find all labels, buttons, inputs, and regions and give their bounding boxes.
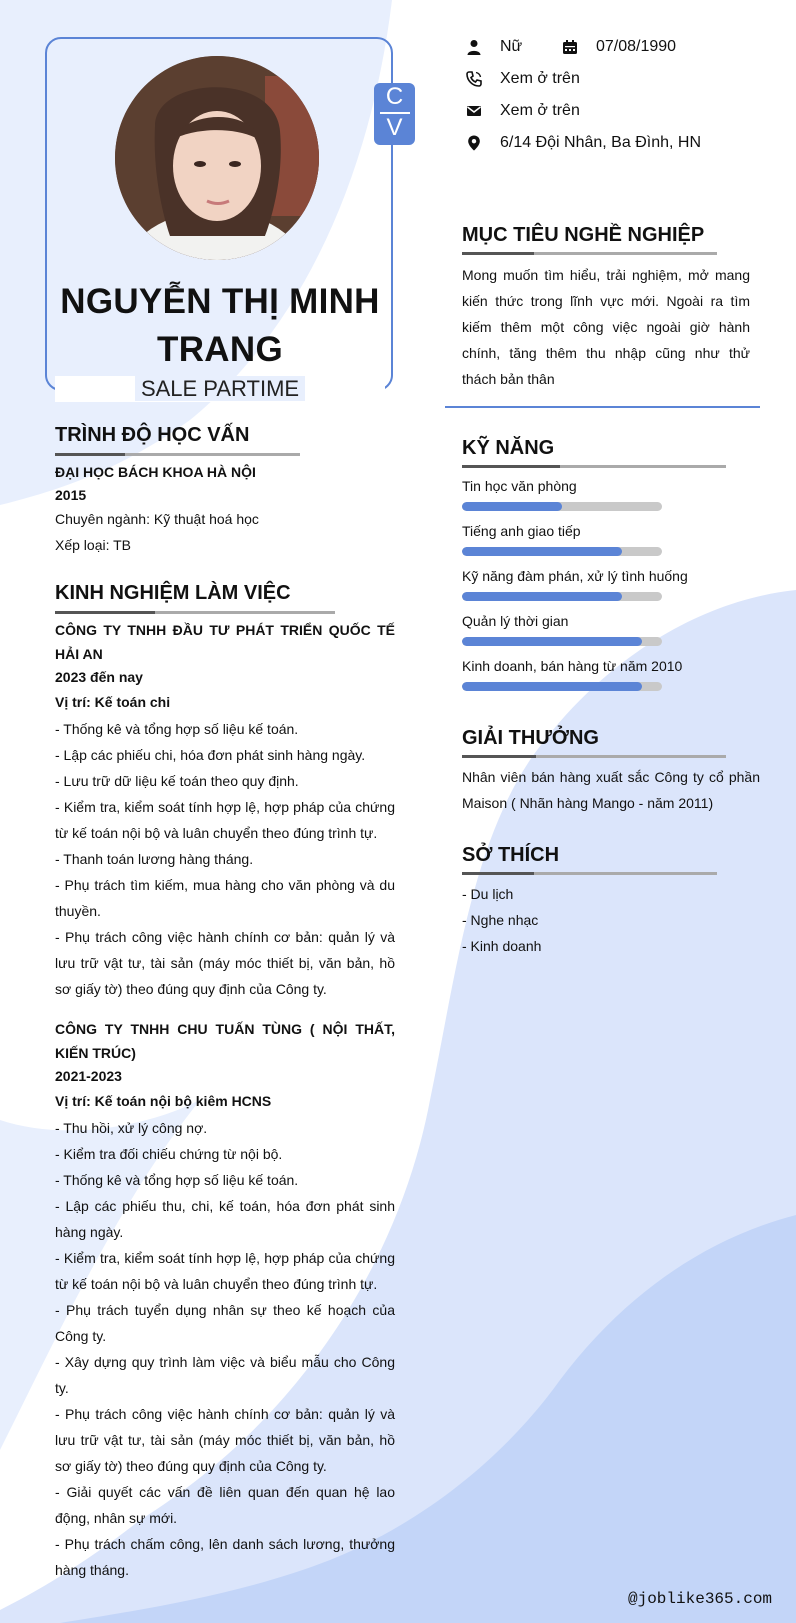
job-task: - Giải quyết các vấn đề liên quan đến quan hệ lao động, nhân sự mới.	[55, 1484, 395, 1526]
contact-birthday	[562, 38, 676, 56]
address-value: 6/14 Đội Nhân, Ba Đình, HN	[500, 134, 701, 151]
job-task: - Lập các phiếu chi, hóa đơn phát sinh hàng ngày.	[55, 747, 366, 763]
contact-phone	[466, 70, 580, 88]
awards-title: GIẢI THƯỞNG	[462, 727, 599, 749]
job-period: 2023 đến nay	[55, 669, 143, 685]
skill-bar	[462, 682, 662, 691]
education-block	[55, 460, 395, 558]
section-divider	[445, 406, 760, 408]
avatar	[115, 56, 319, 260]
candidate-role	[55, 376, 385, 402]
skill-bar-fill	[462, 502, 562, 511]
skills-underline	[462, 465, 726, 468]
skill-bar	[462, 637, 662, 646]
skill-bar-fill	[462, 547, 622, 556]
skill-bar-fill	[462, 637, 642, 646]
job-company: CÔNG TY TNHH ĐẦU TƯ PHÁT TRIỂN QUỐC TẾ HẢI AN	[55, 622, 395, 662]
hobbies-title: SỞ THÍCH	[462, 844, 560, 866]
location-pin-icon	[466, 135, 482, 151]
job-task: - Kiểm tra, kiểm soát tính hợp lệ, hợp pháp của chứng từ kế toán nội bộ và luân chuyển theo đúng trình tự.	[55, 1250, 395, 1292]
candidate-name: NGUYỄN THỊ MINH TRANG	[60, 282, 380, 369]
job-position: Vị trí: Kế toán nội bộ kiêm HCNS	[55, 1093, 272, 1109]
footer-watermark: @joblike365.com	[628, 1590, 773, 1608]
skill-label: Kỹ năng đàm phán, xử lý tình huống	[462, 568, 688, 584]
education-underline	[55, 453, 300, 456]
cv-letter-top: C	[385, 83, 404, 110]
job-task: - Phụ trách chấm công, lên danh sách lương, thưởng hàng tháng.	[55, 1536, 395, 1578]
education-year: 2015	[55, 487, 87, 503]
job-task: - Thống kê và tổng hợp số liệu kế toán.	[55, 721, 299, 737]
awards-text: Nhân viên bán hàng xuất sắc Công ty cổ phần Maison ( Nhãn hàng Mango - năm 2011)	[462, 769, 760, 811]
education-title: TRÌNH ĐỘ HỌC VẤN	[55, 424, 250, 446]
skills-title: KỸ NĂNG	[462, 437, 555, 459]
job-task: - Lưu trữ dữ liệu kế toán theo quy định.	[55, 773, 299, 789]
person-icon	[466, 39, 482, 55]
job-task: - Kiểm tra, kiểm soát tính hợp lệ, hợp pháp của chứng từ kế toán nội bộ và luân chuyển theo đúng trình tự.	[55, 799, 395, 841]
contact-address	[466, 134, 701, 152]
objective-title: MỤC TIÊU NGHỀ NGHIỆP	[462, 224, 705, 246]
education-rank: Xếp loại: TB	[55, 537, 132, 553]
email-value: Xem ở trên	[500, 102, 580, 119]
job-entry	[55, 1017, 395, 1583]
gender-value: Nữ	[500, 38, 523, 55]
contact-gender	[466, 38, 522, 56]
role-label: SALE PARTIME	[135, 376, 305, 401]
calendar-icon	[562, 39, 578, 55]
objective-underline	[462, 252, 717, 255]
objective-text: Mong muốn tìm hiểu, trải nghiệm, mở mang kiến thức trong lĩnh vực mới. Ngoài ra tìm kiếm thêm một công việc ngoài giờ hành chính, tăng thêm thu nhập cũng như thử thách bản thân	[462, 267, 750, 387]
education-school: ĐẠI HỌC BÁCH KHOA HÀ NỘI	[55, 464, 256, 480]
skill-label: Tiếng anh giao tiếp	[462, 523, 581, 539]
mail-icon	[466, 103, 482, 119]
job-task: - Phụ trách công việc hành chính cơ bản: quản lý và lưu trữ vật tư, tài sản (máy móc thiết bị, văn bản, hồ sơ giấy tờ) theo đúng quy định của Công ty.	[55, 929, 395, 997]
job-task: - Lập các phiếu thu, chi, kế toán, hóa đơn phát sinh hàng ngày.	[55, 1198, 395, 1240]
job-company: CÔNG TY TNHH CHU TUẤN TÙNG ( NỘI THẤT, KIẾN TRÚC)	[55, 1021, 395, 1061]
job-task: - Thu hồi, xử lý công nợ.	[55, 1120, 208, 1136]
skill-label: Quản lý thời gian	[462, 613, 569, 629]
skill-label: Tin học văn phòng	[462, 478, 577, 494]
job-task: - Thanh toán lương hàng tháng.	[55, 851, 254, 867]
job-task: - Phụ trách tìm kiếm, mua hàng cho văn phòng và du thuyền.	[55, 877, 395, 919]
experience-underline	[55, 611, 335, 614]
hobbies-list	[462, 881, 742, 959]
job-task: - Kiểm tra đối chiếu chứng từ nội bộ.	[55, 1146, 283, 1162]
job-task: - Thống kê và tổng hợp số liệu kế toán.	[55, 1172, 299, 1188]
skill-bar	[462, 502, 662, 511]
hobby-item: - Kinh doanh	[462, 938, 542, 954]
job-entry	[55, 618, 395, 1002]
phone-icon	[466, 71, 482, 87]
skill-bar-fill	[462, 592, 622, 601]
skill-bar-fill	[462, 682, 642, 691]
education-major: Chuyên ngành: Kỹ thuật hoá học	[55, 511, 259, 527]
awards-underline	[462, 755, 726, 758]
hobbies-underline	[462, 872, 717, 875]
cv-badge	[374, 83, 415, 145]
job-period: 2021-2023	[55, 1068, 122, 1084]
contact-email	[466, 102, 580, 120]
job-position: Vị trí: Kế toán chi	[55, 694, 171, 710]
job-task: - Xây dựng quy trình làm việc và biểu mẫu cho Công ty.	[55, 1354, 395, 1396]
skill-bar	[462, 547, 662, 556]
phone-value: Xem ở trên	[500, 70, 580, 87]
skill-label: Kinh doanh, bán hàng từ năm 2010	[462, 658, 683, 674]
hobby-item: - Du lịch	[462, 886, 514, 902]
skill-bar	[462, 592, 662, 601]
cv-letter-bottom: V	[386, 114, 403, 141]
birthday-value: 07/08/1990	[596, 38, 677, 55]
experience-title: KINH NGHIỆM LÀM VIỆC	[55, 582, 291, 604]
job-task: - Phụ trách tuyển dụng nhân sự theo kế hoạch của Công ty.	[55, 1302, 395, 1344]
job-task: - Phụ trách công việc hành chính cơ bản: quản lý và lưu trữ vật tư, tài sản (máy móc thiết bị, văn bản, hồ sơ giấy tờ) theo đúng quy định của Công ty.	[55, 1406, 395, 1474]
hobby-item: - Nghe nhạc	[462, 912, 539, 928]
